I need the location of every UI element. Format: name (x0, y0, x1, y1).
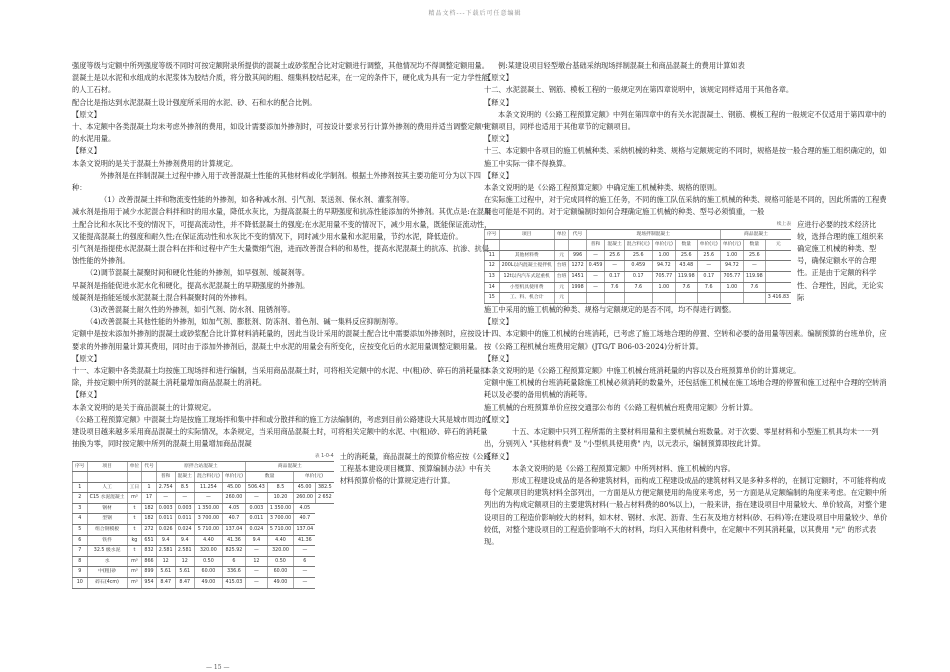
table-cell: 4 (73, 514, 88, 525)
paragraph: 本条文说明的是《公路工程预算定额》中施工机械台班消耗量的内容以及台班预算单价的计算规定。 (484, 366, 801, 376)
right-column (484, 60, 888, 548)
paragraph: 施工机械的台班预算单价应按交通部公布的《公路工程机械台班费用定额》分析计算。 (484, 402, 758, 412)
table-cell: t (127, 503, 142, 514)
table-cell: 12 (246, 556, 268, 567)
table-cell: 182 (142, 503, 157, 514)
table-cell: — (246, 546, 268, 557)
table-header-cell (142, 472, 157, 483)
table-cell: 0.003 (246, 503, 268, 514)
table-cell: 2.581 (156, 546, 175, 557)
table-cell: 866 (142, 556, 157, 567)
table-row (73, 578, 334, 589)
paragraph: 混凝土是以水泥和水组成的水泥浆体为胶结介质，将分散其间的粗、细集料胶结起来，在一定的条件下，硬化成为具有一定力学性能的人工石材。 (72, 73, 489, 95)
table-cell: 12 (156, 556, 175, 567)
table-cell: 10 (73, 578, 88, 589)
table-row (73, 546, 334, 557)
table-cell: 1.00 (652, 282, 675, 293)
table-cell: 832 (142, 546, 157, 557)
table-cell: 小型机具使用费 (499, 282, 554, 293)
table-cell: t (127, 514, 142, 525)
table-header-cell: 序号 (485, 229, 500, 240)
table-header-cell: 序号 (73, 461, 88, 472)
table-cell: 7.6 (605, 282, 624, 293)
table-cell: 5 710.00 (194, 525, 222, 536)
table-header-cell: 单价(元) (294, 472, 334, 483)
table-cell: 2.581 (175, 546, 194, 557)
table-cell (765, 272, 791, 283)
table-cell: m³ (127, 578, 142, 589)
table-cell: 工、料、机合计 (499, 293, 554, 304)
tag-explanation: 【释义】 (72, 390, 101, 400)
table-cell: 0.024 (246, 525, 268, 536)
table-header-cell: 代号 (142, 461, 157, 472)
table-cell: 元 (554, 293, 569, 304)
table-cell: 0.011 (175, 514, 194, 525)
table-cell: 11.254 (194, 482, 222, 493)
table-cell: 705.77 (720, 272, 743, 283)
table-cell: 119.98 (743, 272, 765, 283)
left-column (72, 60, 492, 589)
table-row (485, 293, 792, 304)
table-cell: 825.92 (222, 546, 245, 557)
tag-original-text: 【原文】 (484, 317, 513, 327)
watermark-header: 精品文档---下载后可任意编辑 (428, 10, 522, 17)
table-cell: 49.00 (194, 578, 222, 589)
table-header-cell: 单位 (127, 461, 142, 472)
table-cell (765, 261, 791, 272)
table-cell: 10.20 (267, 493, 293, 504)
paragraph: 定额中是按未添加外掺剂的混凝土或砂浆配合比计算材料消耗量的，因此当设计采用的混凝土配合比中需要添加外掺剂时，应按设计要求的外掺剂用量计算其费用，同时由于添加外掺剂后，混凝土中水泥的用量会有所变化，应按变化后的水泥用量调整定额用量。 (72, 329, 489, 351)
table-cell: 7.6 (675, 282, 697, 293)
table-cell: 41.36 (294, 535, 316, 546)
table-row (73, 503, 334, 514)
table-row (485, 250, 792, 261)
table-cell: 94.72 (652, 261, 675, 272)
table-cell: 506.43 (246, 482, 268, 493)
cost-table-right (484, 221, 791, 304)
table-header-row (73, 472, 334, 483)
table-cell: 8 (73, 556, 88, 567)
table-header-cell: 现场拌制混凝土 (586, 229, 720, 240)
table-cell: 2.754 (156, 482, 175, 493)
table-row (73, 535, 334, 546)
paragraph: 定额中施工机械的台班消耗量除施工机械必须消耗的数量外，还包括施工机械在施工场地合理的停置和施工过程中合理的空转消耗以及必要的备用机械的消耗等。 (484, 378, 887, 400)
table-cell: 996 (569, 250, 586, 261)
table-header-cell: 单位 (554, 229, 569, 240)
table-cell: 200L以内混凝土搅拌机 (499, 261, 554, 272)
table-cell: 1 350.00 (267, 503, 293, 514)
table-cell: 9.4 (175, 535, 194, 546)
paragraph: 十二、水泥混凝土、钢筋、模板工程的一般规定列在第四章说明中，该规定同样适用于其他各章。 (484, 85, 794, 95)
tag-explanation: 【释义】 (484, 170, 513, 180)
table-cell: 钢材 (87, 503, 127, 514)
table-header-cell: 元 (765, 240, 791, 251)
table-cell: 9 (73, 567, 88, 578)
table-cell: 0.459 (586, 261, 605, 272)
table-header-cell: 商品混凝土 (720, 229, 791, 240)
table-cell: — (246, 567, 268, 578)
paragraph: 《公路工程预算定额》中混凝土均是按施工现场拌和集中拌和或分散拌和的施工方法编制的，考虑到目前公路建设大其是城市周边的建设项目越来越多采用商品混凝土的实际情况，本条规定，当采用商品混凝土时，可将相关定额中的水泥、中(粗)砂、碎石的消耗量抽换为零，同时按定额中所列的混凝土用量增加商品混凝 (72, 414, 489, 449)
table-cell: — (194, 493, 222, 504)
paragraph: 早凝剂是指能促进水泥水化和硬化，提高水泥混凝土的早期强度的外掺剂。 (72, 280, 310, 290)
paragraph: 十、本定额中各类混凝土均未考虑外掺剂的费用，如设计需要添加外掺剂时，可按设计要求另行计算外掺剂的费用并适当调整定额中的水泥用量。 (72, 122, 489, 144)
table-cell: — (246, 578, 268, 589)
table-header-cell (485, 240, 500, 251)
table-cell: 954 (142, 578, 157, 589)
table-cell: m³ (127, 567, 142, 578)
table-cell: 182 (142, 514, 157, 525)
table-cell: 14 (485, 282, 500, 293)
table-cell: 8.5 (175, 482, 194, 493)
table-cell: 中(粗)砂 (87, 567, 127, 578)
tag-original-text: 【原文】 (484, 134, 513, 144)
paragraph: （2)调节混凝土凝聚时间和硬化性能的外掺剂，如早强剂、缓凝剂等。 (86, 268, 310, 278)
table-cell (765, 282, 791, 293)
table-cell: 9.4 (156, 535, 175, 546)
table-cell: 水 (87, 556, 127, 567)
paragraph: 土的消耗量，商品混凝土的预算价格应按《公路工程基本建设项目概算、预算编制办法》中有关材料预算价格的计算规定进行计算。 (339, 451, 491, 485)
table-cell: — (697, 261, 720, 272)
table-cell: 2 (73, 493, 88, 504)
paragraph: （3)改善混凝土耐久性的外掺剂，如引气剂、防水剂、阻锈剂等。 (86, 305, 295, 315)
tag-explanation: 【释义】 (484, 97, 513, 107)
table-header-row (73, 461, 334, 472)
tag-original-text: 【原文】 (72, 353, 101, 363)
table-cell: 8.5 (267, 482, 293, 493)
table-cell: — (294, 546, 316, 557)
table-cell (697, 293, 720, 304)
table-header-cell: 普和 (586, 240, 605, 251)
table-row (485, 261, 792, 272)
table-cell (624, 293, 652, 304)
table-cell: 336.6 (222, 567, 245, 578)
table-cell: m³ (127, 493, 142, 504)
table-cell: 899 (142, 567, 157, 578)
table-cell: 1.00 (652, 250, 675, 261)
table-header-cell: 商品混凝土 (246, 461, 334, 472)
table-cell: 45.00 (294, 482, 316, 493)
table-cell: 工日 (127, 482, 142, 493)
table-cell: 49.00 (267, 578, 293, 589)
table-cell: — (156, 493, 175, 504)
table-header-cell: 项目 (87, 461, 127, 472)
table-cell: 41.36 (222, 535, 245, 546)
table-header-cell: 代号 (569, 229, 586, 240)
table-cell: 型钢 (87, 514, 127, 525)
paragraph: 在实际施工过程中，对于完成同样的施工任务，不同的施工队伍采纳的施工机械的种类、规格可能是不同的，因此所需的工程费用也可能是不同的。对于定额编制时如何合理确定施工机械的种类、型号必须慎重，一般 (484, 195, 887, 217)
tag-original-text: 【原文】 (484, 414, 513, 424)
paragraph: 强度等级与定额中所列强度等级不同时可按定额附录所提供的混凝土或砂浆配合比对定额进行调整，其他情况均不得调整定额用量。 (72, 61, 489, 70)
table-header-row (485, 240, 792, 251)
table-header-cell: 混合料(元) (194, 472, 222, 483)
table-cell: 25.6 (624, 250, 652, 261)
table-cell: 0.17 (605, 272, 624, 283)
table-cell: 60.00 (267, 567, 293, 578)
table-caption: 表 1-0-4 (314, 453, 334, 459)
table-cell: 1.00 (720, 250, 743, 261)
table-cell: 4.40 (194, 535, 222, 546)
table-header-cell (87, 472, 127, 483)
table-cell: — (294, 578, 316, 589)
table-cell: — (246, 493, 268, 504)
table-cell: 0.17 (697, 272, 720, 283)
table-cell: 人工 (87, 482, 127, 493)
table-cell: 铁件 (87, 535, 127, 546)
table-header-cell (499, 240, 554, 251)
table-cell: 台班 (554, 261, 569, 272)
table-cell: 40.7 (294, 514, 316, 525)
table-header-cell: 数量 (246, 472, 294, 483)
table-header-cell: 混合料(元) (624, 240, 652, 251)
table-cell: 0.17 (624, 272, 652, 283)
paragraph: 本条文说明的是《公路工程预算定额》中所列材料、施工机械的内容。 (512, 463, 735, 473)
table-cell: — (294, 567, 316, 578)
table-cell: 3 700.00 (267, 514, 293, 525)
table-row (73, 493, 334, 504)
table-row (73, 514, 334, 525)
table-row (73, 567, 334, 578)
table-cell: 5.61 (156, 567, 175, 578)
table-header-cell: 单价(元) (652, 240, 675, 251)
table-cell: 3 (73, 503, 88, 514)
table-cell (569, 293, 586, 304)
table-cell: 0.011 (246, 514, 268, 525)
table-cell: — (586, 282, 605, 293)
tag-original-text: 【原文】 (484, 73, 513, 83)
table-row (73, 525, 334, 536)
tag-explanation: 【释义】 (484, 451, 513, 461)
tag-original-text: 【原文】 (72, 109, 101, 119)
table-cell: 3 700.00 (194, 514, 222, 525)
table-cell (743, 293, 765, 304)
table-cell (605, 293, 624, 304)
table-cell: C15 水泥混凝土 (87, 493, 127, 504)
cost-table-left (72, 453, 334, 589)
table-cell: 6 (222, 556, 245, 567)
table-cell: 碎石(4cm) (87, 578, 127, 589)
table-cell: 119.98 (675, 272, 697, 283)
table-cell: 272 (142, 525, 157, 536)
paragraph: 缓凝剂是指能延缓水泥混凝土混合料凝聚时间的外掺料。 (72, 292, 252, 302)
table-header-cell (73, 472, 88, 483)
paragraph: 十四、本定额中的施工机械的台班消耗，已考虑了施工场地合理的停置、空转和必要的备用量等因素。编制预算的台班单价，应按《公路工程机械台班费用定额》(JTG/T B06-03-2024)分析计算。 (484, 329, 887, 351)
tag-explanation: 【释义】 (484, 353, 513, 363)
table-cell: t (127, 546, 142, 557)
table-cell: — (605, 261, 624, 272)
paragraph: 减水剂是指用于减少水泥混合料拌和时的用水量，降低水灰比，为提高混凝土的早期强度和抗冻性能添加的外掺剂。其优点是:在混凝土配合比和水灰比不变的情况下，可提高流动性，并不降低混凝土的强度;在水泥用量不变的情况下，减少用水量，既能保证流动性，又能提高混凝土的强度和耐久性;在保证流动性和水灰比不变的情况下，同时减少用水量和水泥用量，节约水泥，降低造价。 (72, 207, 492, 241)
table-cell: 1998 (569, 282, 586, 293)
paragraph: 施工中采用的施工机械的种类、规格与定额规定的是否不同，均不得进行调整。 (484, 305, 736, 315)
table-cell: — (586, 272, 605, 283)
paragraph: （1）改善混凝土拌和物流变性能的外掺剂，如各种减水剂、引气剂、泵送剂、保水剂、灌浆剂等。 (100, 195, 414, 205)
paragraph: 十三、本定额中各项目的施工机械种类、采纳机械的种类、规格与定额规定的不同时，规格是按一般合理的施工组织确定的，如施工中实际一律不得换算。 (484, 146, 887, 168)
table-cell: 320.00 (267, 546, 293, 557)
table-cell: 12t以内汽车式起重机 (499, 272, 554, 283)
table-cell: 40.7 (222, 514, 245, 525)
table-cell: 7.6 (624, 282, 652, 293)
table-cell: 4.40 (267, 535, 293, 546)
table-header-cell (569, 240, 586, 251)
table-cell: — (175, 493, 194, 504)
paragraph: 本条文说明的是关于商品混凝土的计算规定。 (72, 402, 216, 412)
table-cell: 台班 (554, 272, 569, 283)
table-header-cell: 数量 (675, 240, 697, 251)
table-cell: 25.6 (605, 250, 624, 261)
table-header-cell: 混凝土 (605, 240, 624, 251)
table-cell: 137.04 (294, 525, 316, 536)
table-cell: — (586, 250, 605, 261)
table-header-row (485, 229, 792, 240)
table-cell: 137.04 (222, 525, 245, 536)
table-cell: 0.50 (267, 556, 293, 567)
table-cell: 5 710.00 (267, 525, 293, 536)
paragraph: （4)改善混凝土其他性能的外掺剂，如加气剂、膨胀剂、防冻剂、着色剂、碱一集料反应抑制剂等。 (86, 317, 403, 327)
table-cell: 705.77 (652, 272, 675, 283)
table-cell: 0.459 (624, 261, 652, 272)
table-cell: 0.50 (194, 556, 222, 567)
table-cell: 4.05 (222, 503, 245, 514)
table-cell: 0.024 (175, 525, 194, 536)
paragraph: 应进行必要的技术经济比较，选择合理的施工组织来确定施工机械的种类、型号，确保定额水平的合理性。正是由于定额的科学性、合理性，因此，无论实际 (797, 219, 884, 302)
table-row (485, 282, 792, 293)
table-cell: 7.6 (743, 282, 765, 293)
table-cell: 60.00 (194, 567, 222, 578)
paragraph: 引气剂是指提使水泥混凝土混合料在拌和过程中产生大量微细气泡，进而改善混合料的和易性，提高水泥混凝土的抗冻、抗渗、抗侵蚀性能的外掺剂。 (72, 244, 489, 266)
page-number: — 15 — (206, 664, 230, 671)
table-cell (765, 250, 791, 261)
table-header-cell: 原拌合站混凝土 (156, 461, 245, 472)
table-cell (652, 293, 675, 304)
table-header-cell: 单价(元) (697, 240, 720, 251)
table-cell: 1272 (569, 261, 586, 272)
table-cell: 3 416.83 (765, 293, 791, 304)
table-cell: t (127, 525, 142, 536)
table-cell (586, 293, 605, 304)
table-cell: — (743, 261, 765, 272)
table-cell: 6 (294, 556, 316, 567)
table-cell: 元 (554, 282, 569, 293)
table-cell: 12 (175, 556, 194, 567)
tag-explanation: 【释义】 (72, 146, 101, 156)
table-cell: 260.00 (222, 493, 245, 504)
table-caption: 续上表 (776, 221, 792, 227)
table-header-cell: 混凝土 (175, 472, 194, 483)
table-header-cell: 数量 (743, 240, 765, 251)
table-cell: 8.47 (175, 578, 194, 589)
table-cell: 11 (485, 250, 500, 261)
table-cell: 2 652 (315, 493, 333, 504)
table-header-cell: 单价(元) (222, 472, 245, 483)
table-row (73, 482, 334, 493)
table-cell: kg (127, 535, 142, 546)
table-cell: 45.00 (222, 482, 245, 493)
table-cell: 94.72 (720, 261, 743, 272)
paragraph: 本条文说明的是关于混凝土外掺剂费用的计算规定。 (72, 158, 238, 168)
table-cell: 0.026 (156, 525, 175, 536)
table-cell (675, 293, 697, 304)
table-cell: m³ (127, 556, 142, 567)
paragraph: 配合比是指达到水泥混凝土设计强度所采用的水泥、砂、石和水的配合比例。 (72, 97, 317, 107)
table-cell: 9.4 (246, 535, 268, 546)
paragraph: 形成工程建设成品的是各种建筑材料，而构成工程建设成品的建筑材料又是多种多样的，在制订定额时，不可能将构成每个定额项目的建筑材料全部列出，一方面是从方便定额使用的角度来考虑，另一方面是从定额编制的角度来考虑。在定额中所列出的为构成定额项目的主要建筑材料(一般占材料费的80%以上)，一般来讲，指在建设项目中用量较大、单价较高，对整个建设项目的工程造价影响较大的材料，如木材、钢材、水泥、沥青、生石灰及地方材料(砂、石料)等;在建设项目中用量较少、单价较低，对整个建设项目的工程造价影响不大的材料，均归入其他材料费中，在定额中不列其消耗量，以其费用 "元" 的形式表现。 (484, 475, 888, 546)
table-cell: 320.00 (194, 546, 222, 557)
table-cell (720, 293, 743, 304)
table-cell: 32.5 级水泥 (87, 546, 127, 557)
paragraph: 本条文说明的《公路工程预算定额》中列在第四章中的有关水泥混凝土、钢筋、模板工程的一般规定不仅适用于第四章中的定额项目，同样也适用于其他章节的定额项目。 (484, 109, 887, 132)
table-cell: 25.6 (697, 250, 720, 261)
table-cell: 1.00 (720, 282, 743, 293)
table-header-cell: 项目 (499, 229, 554, 240)
table-cell: 其他材料费 (499, 250, 554, 261)
table-cell: 6 (73, 535, 88, 546)
table-cell: 25.6 (675, 250, 697, 261)
table-header-cell (554, 240, 569, 251)
table-row (73, 556, 334, 567)
table-cell: 13 (485, 272, 500, 283)
table-cell: 5 (73, 525, 88, 536)
table-cell: 260.00 (294, 493, 316, 504)
table-header-cell: 单价(元) (720, 240, 743, 251)
paragraph: 十一、本定额中各类混凝土均按施工现场拌和进行编制，当采用商品混凝土时，可将相关定额中的水泥、中(粗)砂、碎石的消耗量扣除，并按定额中所列的混凝土消耗量增加商品混凝土的消耗。 (72, 366, 488, 388)
table-cell: 382.5 (315, 482, 333, 493)
table-cell: 0.011 (156, 514, 175, 525)
table-cell: 12 (485, 261, 500, 272)
table-cell: 1451 (569, 272, 586, 283)
table-cell: 651 (142, 535, 157, 546)
table-cell: 8.47 (156, 578, 175, 589)
table-cell: 组合钢模板 (87, 525, 127, 536)
paragraph: 本条文说明的是《公路工程预算定额》中确定施工机械种类、规格的原则。 (484, 183, 722, 193)
table-cell: 43.48 (675, 261, 697, 272)
table-cell: 0.003 (175, 503, 194, 514)
paragraph: 例:某建设项目轻型墩台基础采纳现场拌制混凝土和商品混凝土的费用计算如表 (498, 61, 745, 70)
paragraph: 外掺剂是在拌制混凝土过程中掺入用于改善混凝土性能的其他材料或化学制剂。根据土外掺剂按其主要功能可分为以下四种： (72, 170, 481, 193)
table-cell: 1 (142, 482, 157, 493)
table-header-cell: 普和 (156, 472, 175, 483)
table-cell: 7.6 (697, 282, 720, 293)
paragraph: 十五、本定额中只列工程所需的主要材料用量和主要机械台班数量。对于次要、零星材料和小型施工机具均未一一列出，分别列入 "其他材料费" 及 "小型机具使用费" 内，以元表示，编制预算即按此计算。 (484, 427, 879, 449)
table-cell: 4.05 (294, 503, 316, 514)
table-cell: 5.61 (175, 567, 194, 578)
table-cell: 0.003 (156, 503, 175, 514)
table-cell: 7 (73, 546, 88, 557)
table-row (485, 272, 792, 283)
table-cell: 17 (142, 493, 157, 504)
table-cell: 415.03 (222, 578, 245, 589)
table-header-cell (127, 472, 142, 483)
table-cell: 25.6 (743, 250, 765, 261)
table-cell: 1 350.00 (194, 503, 222, 514)
table-cell: 15 (485, 293, 500, 304)
table-cell: 1 (73, 482, 88, 493)
table-cell: 元 (554, 250, 569, 261)
